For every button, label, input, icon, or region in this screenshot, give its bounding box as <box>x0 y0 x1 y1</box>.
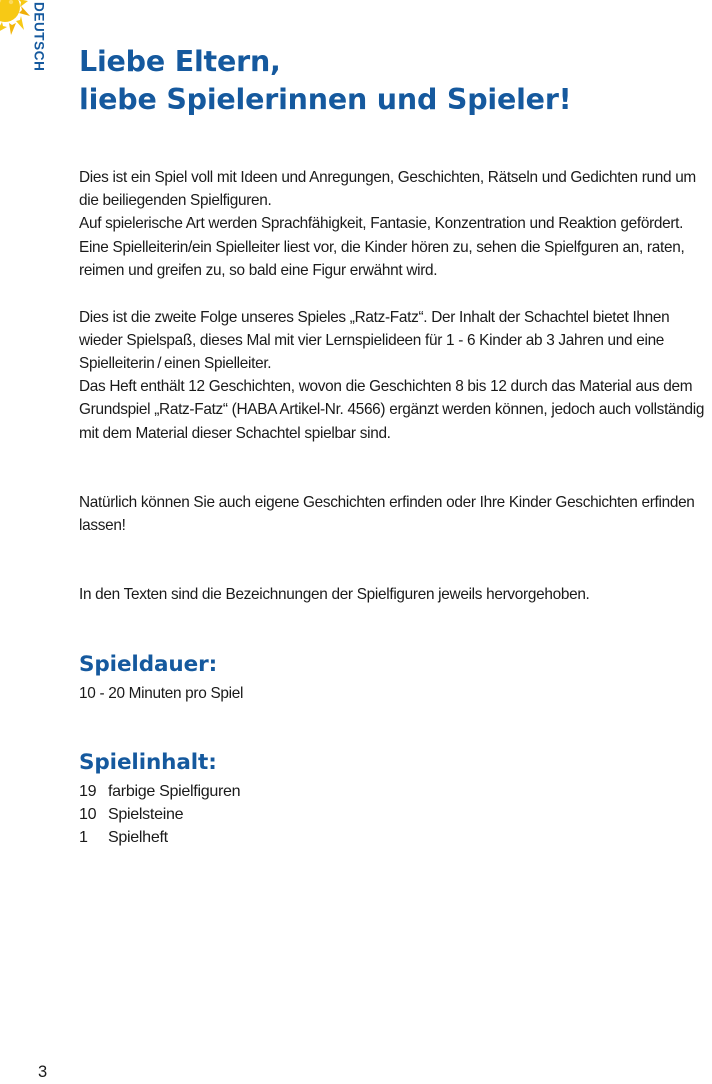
paragraph-method: Auf spielerische Art werden Sprachfähigkeit, Fantasie, Konzentration und Reaktion gefördert. Eine Spielleiterin/ein Spielleiter liest vor, die Kinder hören zu, sehen die Spielfguren an, raten, reimen und greifen zu, so bald eine Figur erwähnt wird. <box>79 214 685 279</box>
list-item-quantity: 1 <box>79 827 88 846</box>
list-item-quantity: 19 <box>79 781 97 800</box>
list-item <box>79 826 707 849</box>
paragraph-sequel: Dies ist die zweite Folge unseres Spieles „Ratz-Fatz“. Der Inhalt der Schachtel bietet Ihnen wieder Spielspaß, dieses Mal mit vier Lernspielideen für 1 - 6 Kinder ab 3 Jahren und eine Spielleiterin / einen Spielleiter. <box>79 307 670 372</box>
section-heading-spieldauer: Spieldauer: <box>79 652 218 678</box>
page-title-line-1: Liebe Eltern, <box>79 45 281 78</box>
language-tab-label: DEUTSCH <box>31 2 47 72</box>
list-item-label: Spielheft <box>108 827 168 846</box>
page-number: 3 <box>38 1063 48 1081</box>
list-item-quantity: 10 <box>79 804 97 823</box>
paragraph-highlighting: In den Texten sind die Bezeichnungen der Spielfiguren jeweils hervorgehoben. <box>79 585 590 604</box>
list-item <box>79 780 707 803</box>
list-item-label: farbige Spielfiguren <box>108 781 241 800</box>
list-item <box>79 803 707 826</box>
content-column <box>79 0 707 849</box>
spielinhalt-list <box>79 780 707 850</box>
list-item-label: Spielsteine <box>108 804 184 823</box>
section-heading-spielinhalt: Spielinhalt: <box>79 749 217 775</box>
page-title <box>79 0 707 119</box>
spieldauer-value: 10 - 20 Minuten pro Spiel <box>79 684 244 703</box>
paragraph-intro: Dies ist ein Spiel voll mit Ideen und Anregungen, Geschichten, Rätseln und Gedichten rund um die beiliegenden Spielfiguren. <box>79 168 696 210</box>
page-title-line-2: liebe Spielerinnen und Spieler! <box>79 83 572 116</box>
paragraph-booklet: Das Heft enthält 12 Geschichten, wovon die Geschichten 8 bis 12 durch das Material aus dem Grundspiel „Ratz-Fatz“ (HABA Artikel-Nr. 4566) ergänzt werden können, jedoch auch vollständig mit dem Material dieser Schachtel spielbar sind. <box>79 377 705 442</box>
paragraph-own-stories: Natürlich können Sie auch eigene Geschichten erfinden oder Ihre Kinder Geschichten erfinden lassen! <box>79 492 695 534</box>
language-tab <box>30 2 48 92</box>
